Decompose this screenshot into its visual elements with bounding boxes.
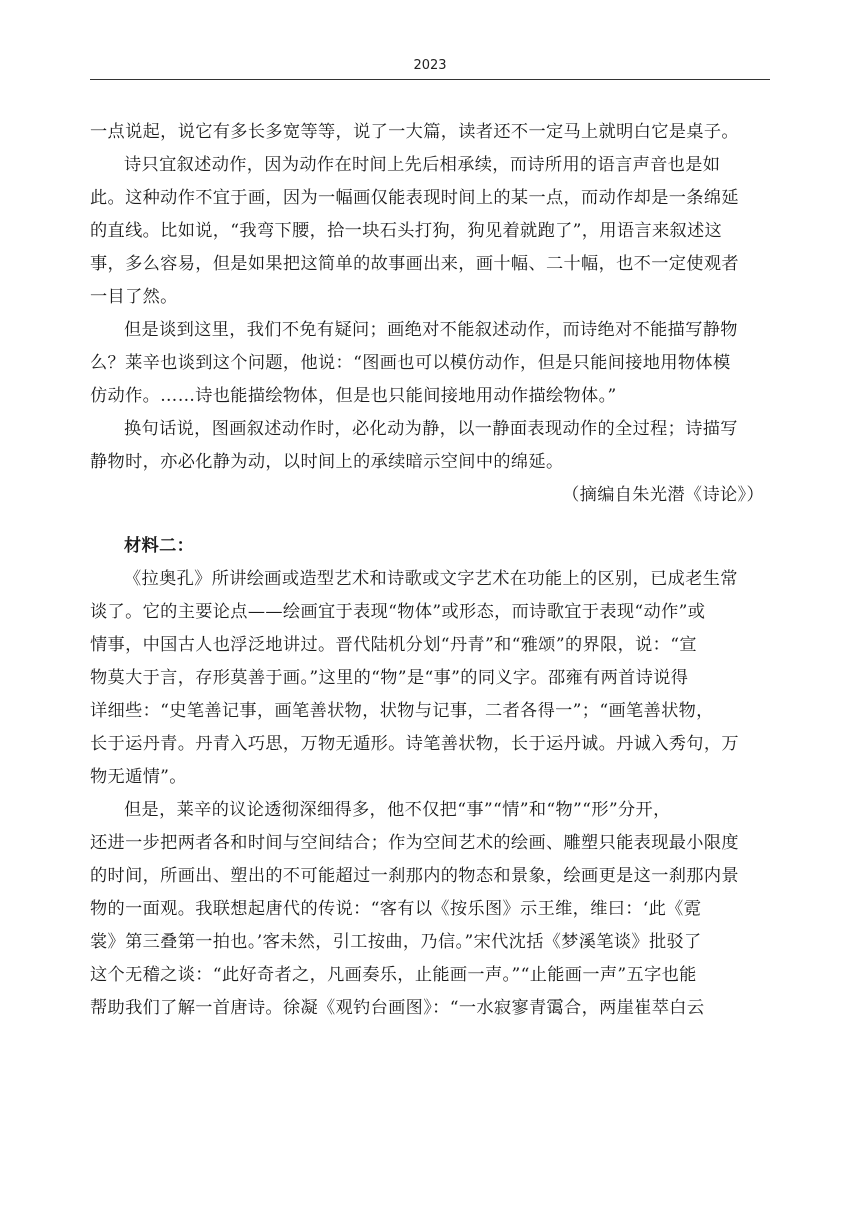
paragraph-start-line: 但是，莱辛的议论透彻深细得多，他不仅把“事”“情”和“物”“形”分开， — [124, 800, 671, 820]
text-line: 的时间，所画出、塑出的不可能超过一刹那内的物态和景象，绘画更是这一刹那内景 — [90, 866, 739, 886]
text-line: 的直线。比如说，“我弯下腰，拾一块石头打狗，狗见着就跑了”，用语言来叙述这 — [90, 221, 723, 241]
section-gap — [90, 512, 770, 530]
text-line: 仿动作。……诗也能描绘物体，但是也只能间接地用动作描绘物体。” — [90, 386, 617, 406]
page-header-year: 2023 — [413, 58, 447, 73]
text-line: 一点说起，说它有多长多宽等等，说了一大篇，读者还不一定马上就明白它是桌子。 — [90, 122, 739, 142]
text-line: 静物时，亦必化静为动，以时间上的承续暗示空间中的绵延。 — [90, 452, 564, 472]
text-line: 一目了然。 — [90, 287, 178, 307]
source-citation: （摘编自朱光潜《诗论》） — [562, 485, 764, 505]
text-line: 物莫大于言，存形莫善于画。”这里的“物”是“事”的同义字。邵雍有两首诗说得 — [90, 668, 689, 688]
paragraph-start-line: 诗只宜叙述动作，因为动作在时间上先后相承续，而诗所用的语言声音也是如 — [124, 155, 721, 175]
text-line: 事，多么容易，但是如果把这简单的故事画出来，画十幅、二十幅，也不一定使观者 — [90, 254, 739, 274]
text-line: 裳》第三叠第一拍也。’客未然，引工按曲，乃信。”宋代沈括《梦溪笔谈》批驳了 — [90, 932, 702, 952]
header-divider — [90, 79, 770, 80]
text-line: 物的一面观。我联想起唐代的传说：“客有以《按乐图》示王维，维曰：‘此《霓 — [90, 899, 702, 919]
paragraph-start-line: 《拉奥孔》所讲绘画或造型艺术和诗歌或文字艺术在功能上的区别，已成老生常 — [124, 569, 738, 589]
text-line: 谈了。它的主要论点——绘画宜于表现“物体”或形态，而诗歌宜于表现“动作”或 — [90, 602, 706, 622]
text-line: 还进一步把两者各和时间与空间结合；作为空间艺术的绘画、雕塑只能表现最小限度 — [90, 833, 739, 853]
text-line: 么？莱辛也谈到这个问题，他说：“图画也可以模仿动作，但是只能间接地用物体模 — [90, 353, 731, 373]
section-heading: 材料二： — [124, 536, 195, 556]
text-line: 详细些：“史笔善记事，画笔善状物，状物与记事，二者各得一”；“画笔善状物， — [90, 701, 714, 721]
text-line: 帮助我们了解一首唐诗。徐凝《观钓台画图》：“一水寂寥青霭合，两崖崔萃白云 — [90, 998, 705, 1018]
paragraph-start-line: 但是谈到这里，我们不免有疑问；画绝对不能叙述动作，而诗绝对不能描写静物 — [124, 320, 738, 340]
text-line: 情事，中国古人也浮泛地讲过。晋代陆机分划“丹青”和“雅颂”的界限，说：“宣 — [90, 635, 697, 655]
document-body — [90, 116, 770, 1025]
text-line: 此。这种动作不宜于画，因为一幅画仅能表现时间上的某一点，而动作却是一条绵延 — [90, 188, 739, 208]
paragraph-start-line: 换句话说，图画叙述动作时，必化动为静，以一静面表现动作的全过程；诗描写 — [124, 419, 738, 439]
text-line: 长于运丹青。丹青入巧思，万物无遁形。诗笔善状物，长于运丹诚。丹诚入秀句，万 — [90, 734, 739, 754]
text-line: 物无遁情”。 — [90, 767, 187, 787]
text-line: 这个无稽之谈：“此好奇者之，凡画奏乐，止能画一声。”“止能画一声”五字也能 — [90, 965, 697, 985]
